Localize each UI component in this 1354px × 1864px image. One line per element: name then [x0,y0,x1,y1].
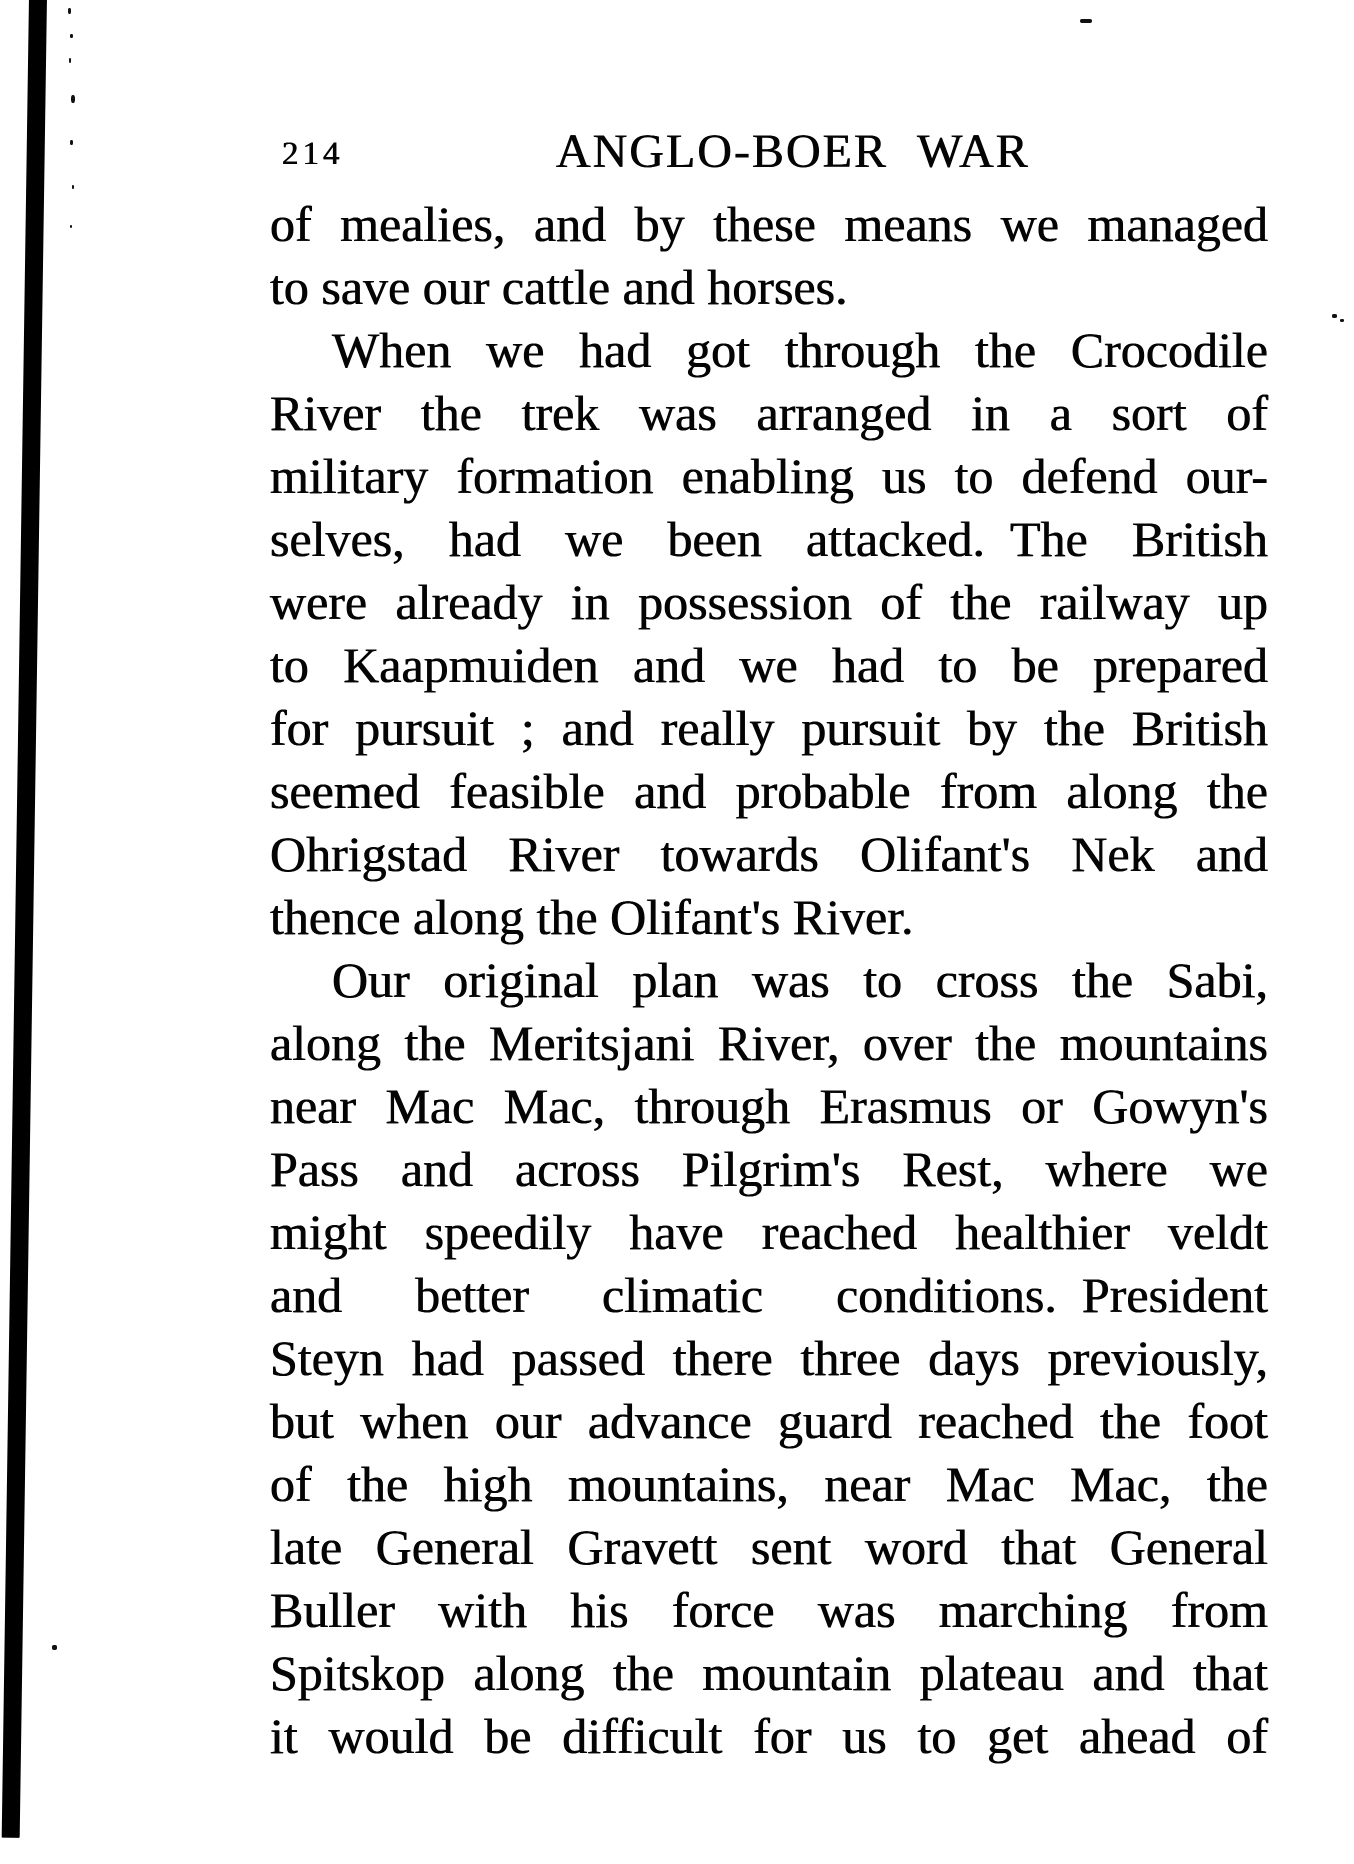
text-line: to Kaapmuiden and we had to be prepared [270,637,1268,693]
scan-speck [70,225,72,228]
text-line: along the Meritsjani River, over the mountains [270,1015,1268,1071]
text-line: military formation enabling us to defend our- [270,448,1268,504]
text-line: might speedily have reached healthier veldt [270,1204,1268,1260]
scan-speck [69,58,71,63]
text-line: for pursuit ; and really pursuit by the British [270,700,1268,756]
text-line: Our original plan was to cross the Sabi, [332,952,1268,1008]
text-line: Pass and across Pilgrim's Rest, where we [270,1141,1268,1197]
running-title: ANGLO-BOER WAR [556,125,1030,178]
scan-speck [68,8,71,14]
text-line: When we had got through the Crocodile [332,322,1268,378]
scan-speck [72,185,74,189]
text-line: Spitskop along the mountain plateau and that [270,1645,1268,1701]
text-line: thence along the Olifant's River. [270,889,914,945]
text-line: it would be difficult for us to get ahead of [270,1708,1268,1764]
text-line: Steyn had passed there three days previously, [270,1330,1268,1386]
text-line: were already in possession of the railway up [270,574,1268,630]
page-number: 214 [282,136,344,172]
text-line: near Mac Mac, through Erasmus or Gowyn's [270,1078,1268,1134]
scan-speck [71,95,75,103]
text-line: Ohrigstad River towards Olifant's Nek and [270,826,1268,882]
text-line: selves, had we been attacked. The British [270,511,1268,567]
text-line: Buller with his force was marching from [270,1582,1268,1638]
scan-speck [1332,314,1337,318]
text-line: seemed feasible and probable from along the [270,763,1268,819]
scan-speck [70,140,73,145]
text-line: of mealies, and by these means we managed [270,196,1268,252]
scan-speck [70,34,73,38]
text-line: of the high mountains, near Mac Mac, the [270,1456,1268,1512]
text-line: to save our cattle and horses. [270,259,848,315]
scan-dash-mark [1080,19,1092,23]
body-text [270,193,1268,1768]
text-line: but when our advance guard reached the foot [270,1393,1268,1449]
text-line: and better climatic conditions. President [270,1267,1268,1323]
text-line: River the trek was arranged in a sort of [270,385,1268,441]
scan-speck [1340,319,1344,322]
scan-speck [52,1645,57,1650]
scan-gutter-bar [2,0,47,1838]
text-line: late General Gravett sent word that General [270,1519,1268,1575]
